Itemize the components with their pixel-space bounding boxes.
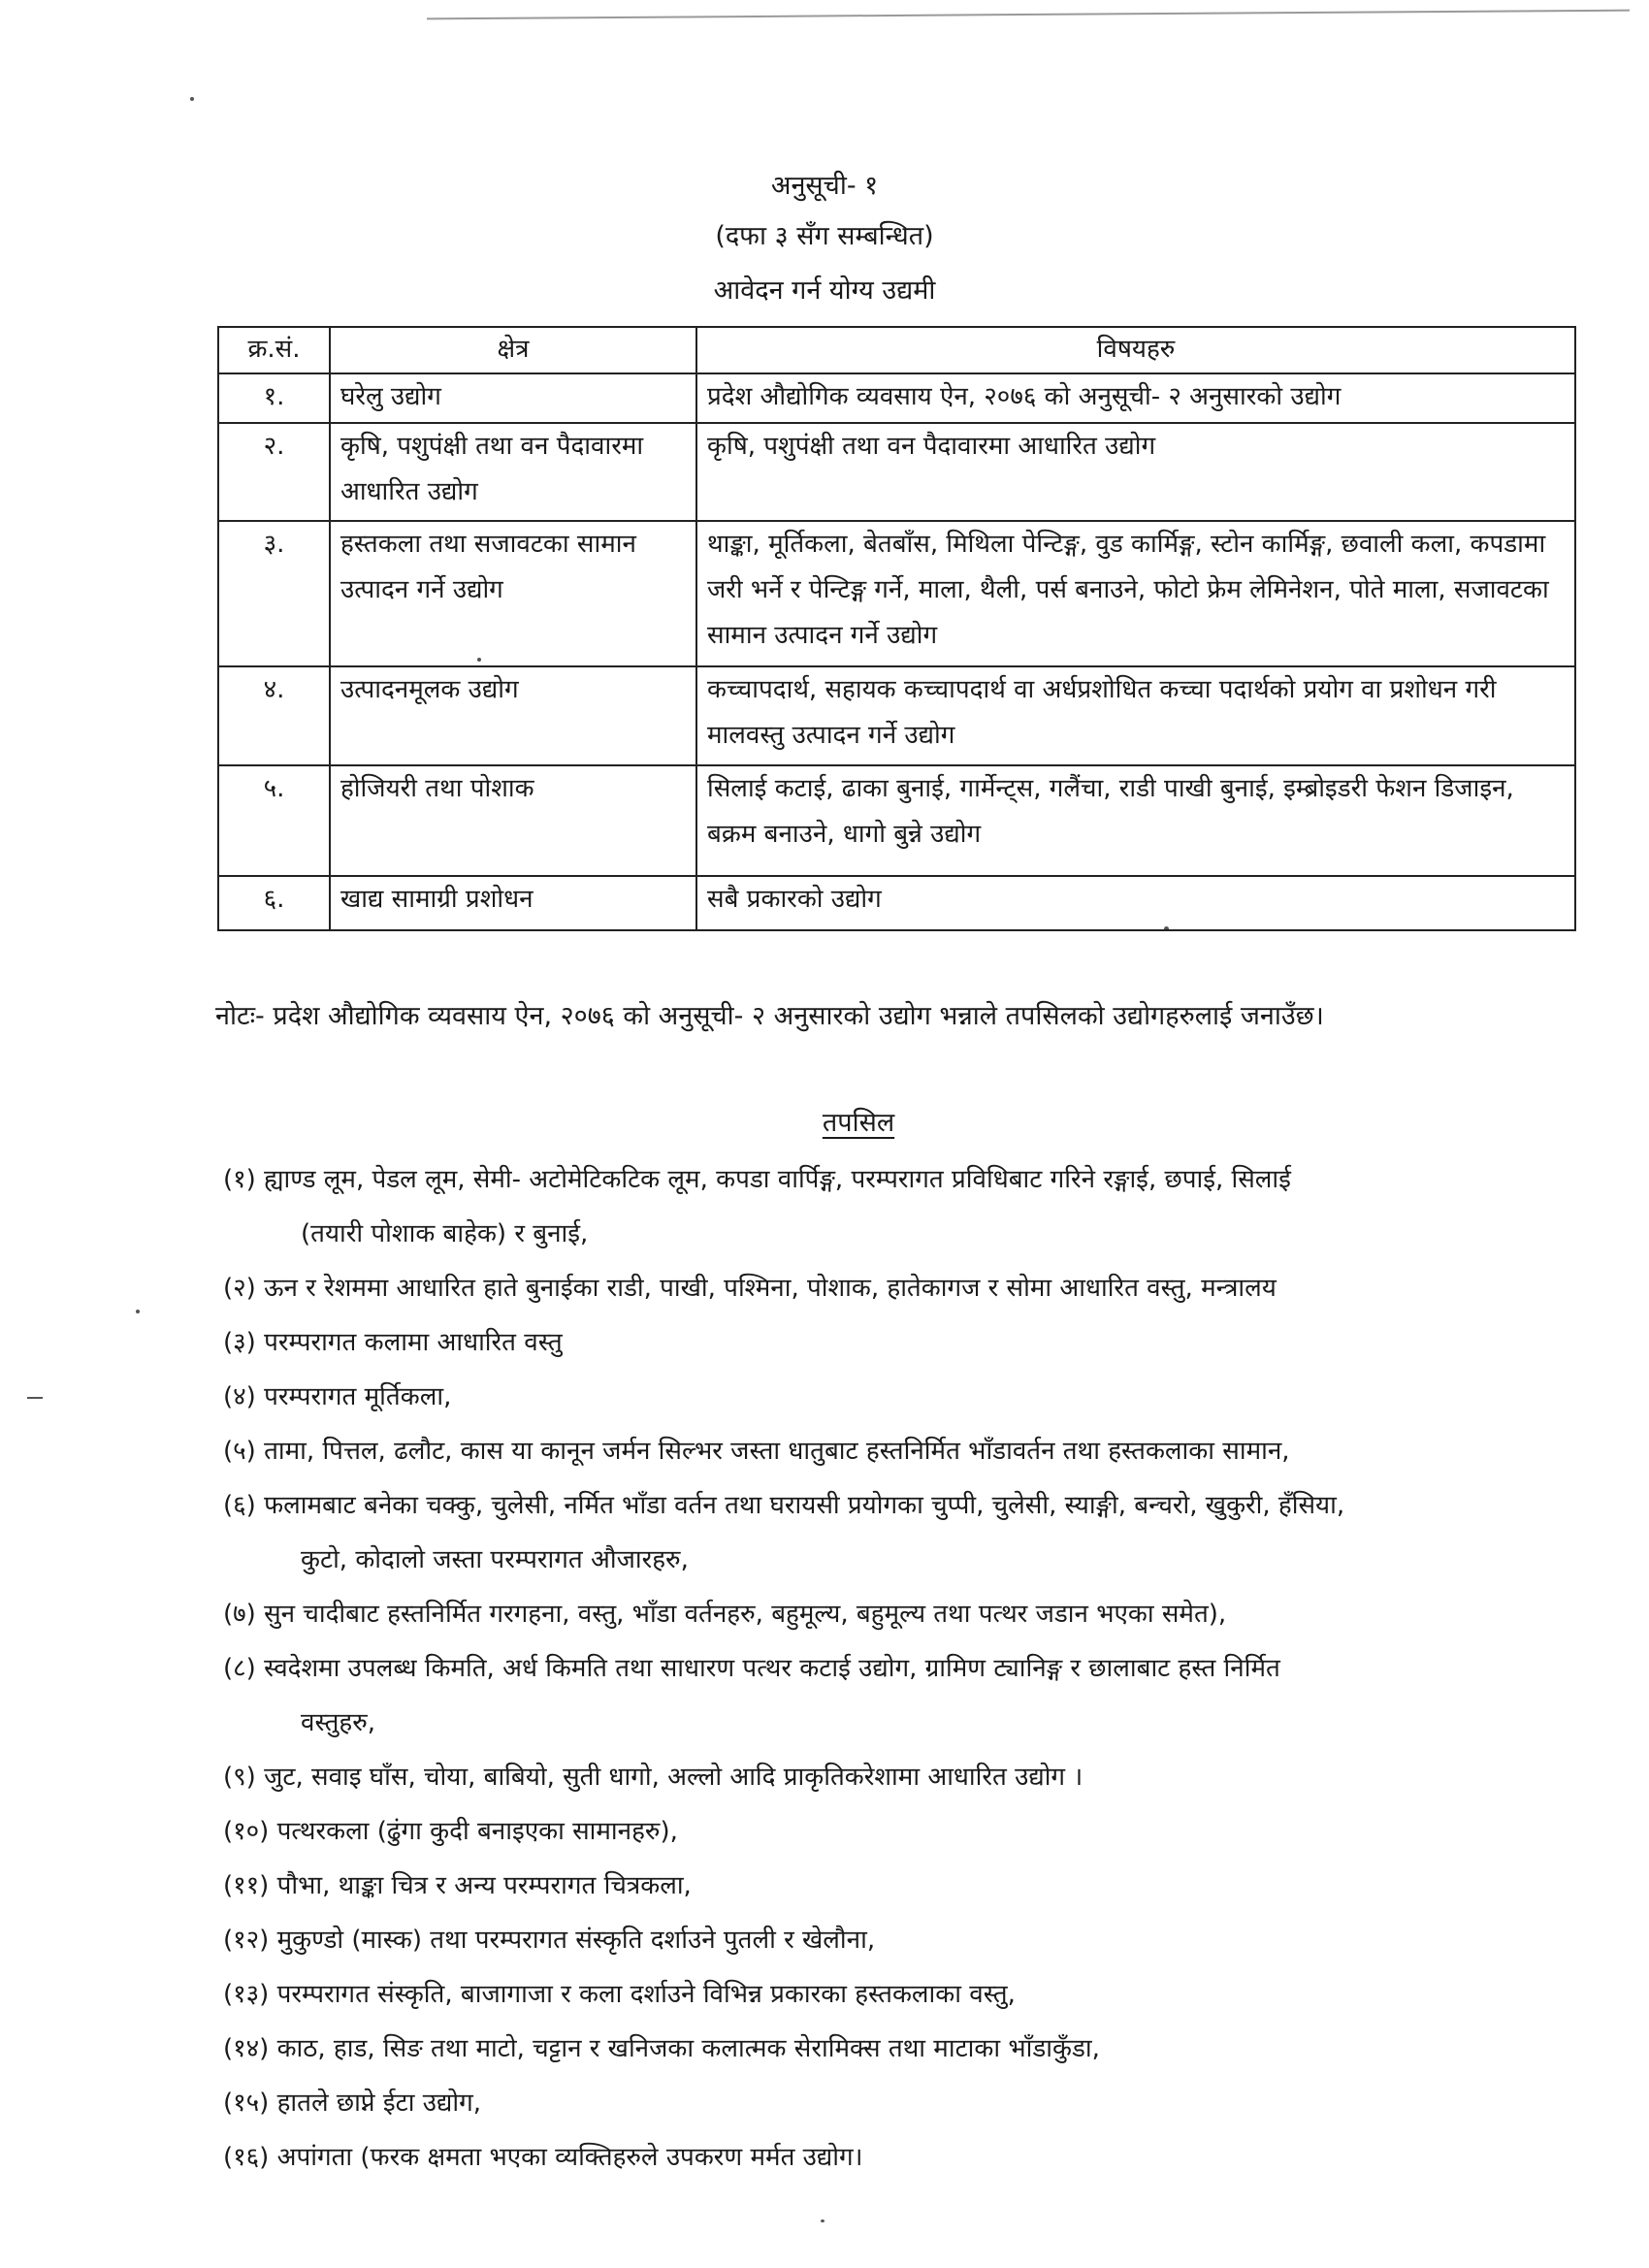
list-item [223, 2022, 1581, 2076]
document-title: आवेदन गर्न योग्य उद्यमी [713, 275, 936, 306]
table-row [218, 373, 1575, 423]
row-sector: घरेलु उद्योग [330, 373, 696, 423]
table-row [218, 666, 1575, 765]
list-item-text: सुन चादीबाट हस्तनिर्मित गरगहना, वस्तु, भाँडा वर्तनहरु, बहुमूल्य, बहुमूल्य तथा पत्थर जडान भएका समेत), [264, 1600, 1227, 1629]
table-header-row [218, 327, 1575, 373]
list-item-number: (२) [223, 1274, 256, 1303]
list-item-number: (१) [223, 1165, 256, 1194]
list-item [223, 2130, 1581, 2185]
row-serial: १. [218, 373, 330, 423]
column-header-subjects: विषयहरु [696, 327, 1575, 373]
list-item-text: हातले छाप्ने ईटा उद्योग, [276, 2089, 481, 2118]
list-item-number: (१०) [223, 1817, 270, 1846]
scan-speck [190, 97, 194, 101]
list-item-text: ह्याण्ड लूम, पेडल लूम, सेमी- अटोमेटिकटिक लूम, कपडा वार्पिङ्ग, परम्परागत प्रविधिबाट गरिने रङ्गाई, छपाई, सिलाई [264, 1165, 1291, 1194]
list-item-text: मुकुण्डो (मास्क) तथा परम्परागत संस्कृति दर्शाउने पुतली र खेलौना, [276, 1926, 876, 1955]
list-item-text: जुट, सवाइ घाँस, चोया, बाबियो, सुती धागो, अल्लो आदि प्राकृतिकरेशामा आधारित उद्योग । [264, 1763, 1083, 1792]
list-item-text: स्वदेशमा उपलब्ध किमति, अर्ध किमति तथा साधारण पत्थर कटाई उद्योग, ग्रामिण ट्यानिङ्ग र छालाबाट हस्त निर्मित [264, 1654, 1280, 1683]
scan-speck [136, 1310, 140, 1313]
scan-speck [27, 1397, 43, 1399]
list-item-continuation: कुटो, कोदालो जस्ता परम्परागत औजारहरु, [301, 1545, 689, 1574]
eligible-entrepreneur-table [217, 326, 1576, 931]
list-item [223, 1859, 1581, 1913]
list-item [223, 1750, 1581, 1804]
list-item [223, 1804, 1581, 1859]
scan-speck [821, 2219, 824, 2222]
list-item-number: (१५) [223, 2089, 270, 2118]
table-row [218, 765, 1575, 876]
list-item [223, 1370, 1581, 1424]
row-subject: कच्चापदार्थ, सहायक कच्चापदार्थ वा अर्धप्रशोधित कच्चा पदार्थको प्रयोग वा प्रशोधन गरी मालवस्तु उत्पादन गर्ने उद्योग [696, 666, 1575, 765]
table-row [218, 876, 1575, 930]
list-item-number: (३) [223, 1328, 256, 1357]
row-sector: खाद्य सामाग्री प्रशोधन [330, 876, 696, 930]
details-heading: तपसिल [822, 1108, 895, 1138]
list-item-number: (४) [223, 1382, 256, 1411]
row-serial: ५. [218, 765, 330, 876]
list-item [223, 1913, 1581, 1967]
row-subject: सिलाई कटाई, ढाका बुनाई, गार्मेन्ट्स, गलैंचा, राडी पाखी बुनाई, इम्ब्रोइडरी फेशन डिजाइन, बक्रम बनाउने, धागो बुन्ने उद्योग [696, 765, 1575, 876]
list-item [223, 1315, 1581, 1370]
row-sector: उत्पादनमूलक उद्योग [330, 666, 696, 765]
list-item-text: परम्परागत कलामा आधारित वस्तु [264, 1328, 563, 1357]
row-sector: हस्तकला तथा सजावटका सामान उत्पादन गर्ने उद्योग [330, 521, 696, 666]
row-serial: ३. [218, 521, 330, 666]
list-item-text: काठ, हाड, सिङ तथा माटो, चट्टान र खनिजका कलात्मक सेरामिक्स तथा माटाका भाँडाकुँडा, [276, 2034, 1100, 2063]
list-item-number: (९) [223, 1763, 256, 1792]
list-item-text: तामा, पित्तल, ढलौट, कास या कानून जर्मन सिल्भर जस्ता धातुबाट हस्तनिर्मित भाँडावर्तन तथा हस्तकलाका सामान, [264, 1437, 1290, 1466]
list-item-text: पत्थरकला (ढुंगा कुदी बनाइएका सामानहरु), [276, 1817, 678, 1846]
list-item [223, 1967, 1581, 2022]
list-item-number: (११) [223, 1871, 270, 1900]
list-item-text: ऊन र रेशममा आधारित हाते बुनाईका राडी, पाखी, पश्मिना, पोशाक, हातेकागज र सोमा आधारित वस्तु, मन्त्रालय [264, 1274, 1277, 1303]
row-sector: कृषि, पशुपंक्षी तथा वन पैदावारमा आधारित उद्योग [330, 423, 696, 521]
list-item [223, 1424, 1581, 1478]
details-heading-wrap [0, 1104, 1649, 1143]
list-item [223, 1261, 1581, 1315]
list-item-text: परम्परागत संस्कृति, बाजागाजा र कला दर्शाउने विभिन्न प्रकारका हस्तकलाका वस्तु, [276, 1980, 1016, 2009]
list-item-number: (१४) [223, 2034, 270, 2063]
list-item-text: परम्परागत मूर्तिकला, [264, 1382, 452, 1411]
column-header-sector: क्षेत्र [330, 327, 696, 373]
list-item-text: अपांगता (फरक क्षमता भएका व्यक्तिहरुले उपकरण मर्मत उद्योग। [276, 2143, 863, 2172]
row-serial: २. [218, 423, 330, 521]
list-item-continuation: (तयारी पोशाक बाहेक) र बुनाई, [301, 1219, 589, 1248]
list-item-text: फलामबाट बनेका चक्कु, चुलेसी, नर्मित भाँडा वर्तन तथा घरायसी प्रयोगका चुप्पी, चुलेसी, स्याङ्गी, बन्चरो, खुकुरी, हँसिया, [264, 1491, 1345, 1520]
table-row [218, 521, 1575, 666]
row-subject: सबै प्रकारको उद्योग [696, 876, 1575, 930]
table-row [218, 423, 1575, 521]
row-subject: थाङ्का, मूर्तिकला, बेतबाँस, मिथिला पेन्टिङ्ग, वुड कार्मिङ्ग, स्टोन कार्मिङ्ग, छवाली कला, कपडामा जरी भर्ने र पेन्टिङ्ग गर्ने, माला, थैली, पर्स बनाउने, फोटो फ्रेम लेमिनेशन, पोते माला, सजावटका सामान उत्पादन गर्ने उद्योग [696, 521, 1575, 666]
column-header-serial: क्र.सं. [218, 327, 330, 373]
list-item-text: पौभा, थाङ्का चित्र र अन्य परम्परागत चित्रकला, [276, 1871, 692, 1900]
row-subject: कृषि, पशुपंक्षी तथा वन पैदावारमा आधारित उद्योग [696, 423, 1575, 521]
list-item-continuation: वस्तुहरु, [301, 1708, 376, 1737]
note-paragraph: नोटः- प्रदेश औद्योगिक व्यवसाय ऐन, २०७६ को अनुसूची- २ अनुसारको उद्योग भन्नाले तपसिलको उद्योगहरुलाई जनाउँछ। [215, 1001, 1324, 1031]
row-serial: ६. [218, 876, 330, 930]
row-sector: होजियरी तथा पोशाक [330, 765, 696, 876]
row-serial: ४. [218, 666, 330, 765]
list-item [223, 2076, 1581, 2130]
list-item-number: (७) [223, 1600, 256, 1629]
list-item-number: (१६) [223, 2143, 270, 2172]
list-item-number: (६) [223, 1491, 256, 1520]
industry-list [223, 1152, 1581, 2185]
list-item [223, 1587, 1581, 1641]
section-reference: (दफा ३ सँग सम्बन्धित) [715, 221, 934, 251]
list-item-number: (५) [223, 1437, 256, 1466]
list-item-number: (१३) [223, 1980, 270, 2009]
list-item [223, 1152, 1581, 1261]
scan-edge-line [427, 10, 1630, 20]
list-item [223, 1478, 1581, 1587]
list-item-number: (१२) [223, 1926, 270, 1955]
list-item [223, 1641, 1581, 1750]
schedule-heading: अनुसूची- १ [770, 171, 879, 201]
row-subject: प्रदेश औद्योगिक व्यवसाय ऐन, २०७६ को अनुसूची- २ अनुसारको उद्योग [696, 373, 1575, 423]
list-item-number: (८) [223, 1654, 256, 1683]
